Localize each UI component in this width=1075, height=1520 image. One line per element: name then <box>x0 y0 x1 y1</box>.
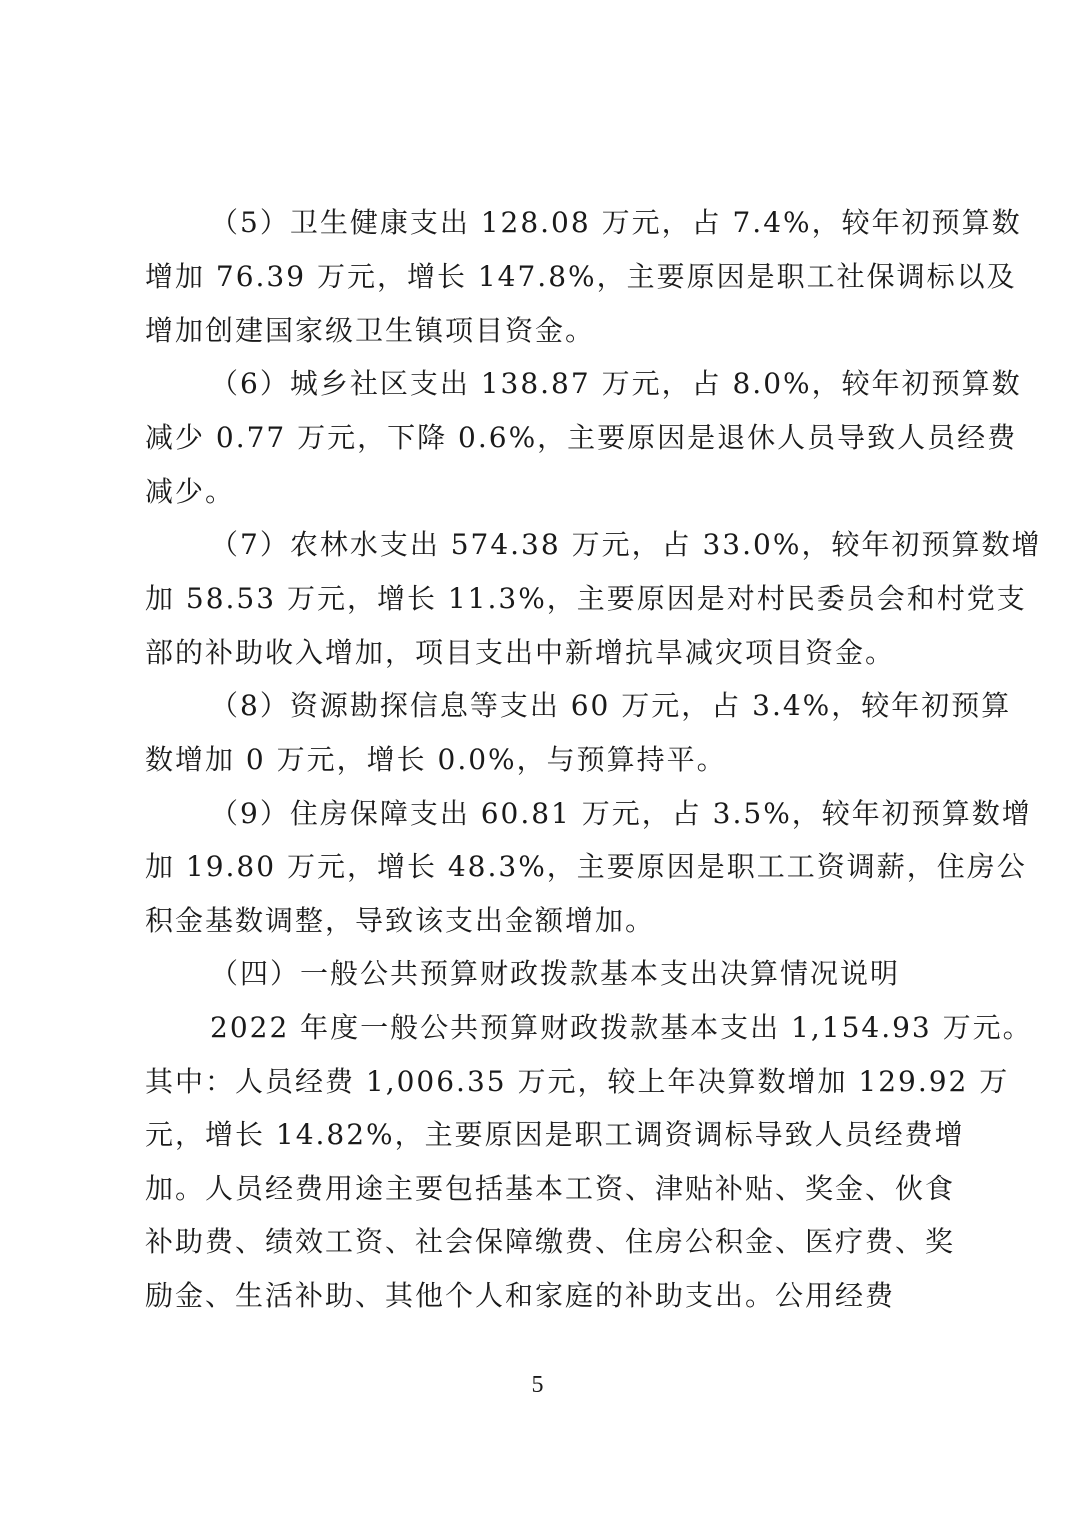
paragraph-line: 励金、生活补助、其他个人和家庭的补助支出。公用经费 <box>145 1279 896 1312</box>
page-number: 5 <box>531 1372 544 1398</box>
paragraph-line: 数增加 0 万元，增长 0.0%，与预算持平。 <box>145 743 727 776</box>
paragraph-line: 部的补助收入增加，项目支出中新增抗旱减灾项目资金。 <box>145 636 896 669</box>
paragraph-line: 减少 0.77 万元，下降 0.6%，主要原因是退休人员导致人员经费 <box>145 421 1018 454</box>
paragraph-line: 加 58.53 万元，增长 11.3%，主要原因是对村民委员会和村党支 <box>145 582 1027 615</box>
paragraph-line: （9）住房保障支出 60.81 万元，占 3.5%，较年初预算数增 <box>210 797 1032 830</box>
paragraph-line: 增加创建国家级卫生镇项目资金。 <box>145 314 596 347</box>
paragraph-line: 加 19.80 万元，增长 48.3%，主要原因是职工工资调薪，住房公 <box>145 850 1027 883</box>
paragraph-line: 其中：人员经费 1,006.35 万元，较上年决算数增加 129.92 万 <box>145 1065 1010 1098</box>
paragraph-line: 补助费、绩效工资、社会保障缴费、住房公积金、医疗费、奖 <box>145 1225 956 1258</box>
paragraph-line: 减少。 <box>145 475 236 508</box>
section-heading: （四）一般公共预算财政拨款基本支出决算情况说明 <box>210 957 901 990</box>
paragraph-line: （5）卫生健康支出 128.08 万元，占 7.4%，较年初预算数 <box>210 206 1022 239</box>
paragraph-line: 加。人员经费用途主要包括基本工资、津贴补贴、奖金、伙食 <box>145 1172 956 1205</box>
paragraph-line: 2022 年度一般公共预算财政拨款基本支出 1,154.93 万元。 <box>210 1011 1033 1044</box>
paragraph-line: （6）城乡社区支出 138.87 万元，占 8.0%，较年初预算数 <box>210 367 1022 400</box>
paragraph-line: 积金基数调整，导致该支出金额增加。 <box>145 904 656 937</box>
paragraph-line: 增加 76.39 万元，增长 147.8%，主要原因是职工社保调标以及 <box>145 260 1017 293</box>
paragraph-line: （8）资源勘探信息等支出 60 万元，占 3.4%，较年初预算 <box>210 689 1012 722</box>
paragraph-line: （7）农林水支出 574.38 万元，占 33.0%，较年初预算数增 <box>210 528 1042 561</box>
paragraph-line: 元，增长 14.82%，主要原因是职工调资调标导致人员经费增 <box>145 1118 965 1151</box>
